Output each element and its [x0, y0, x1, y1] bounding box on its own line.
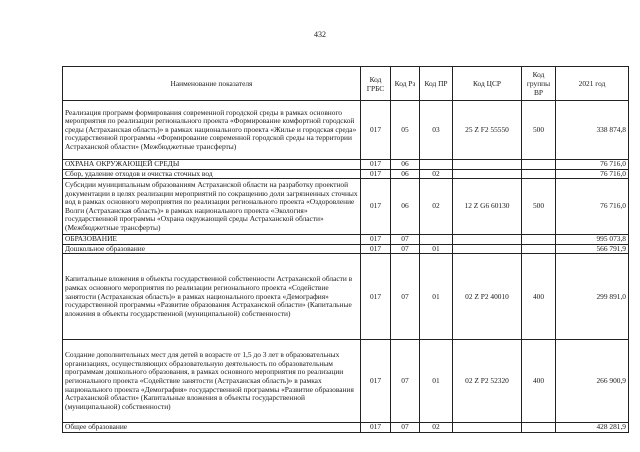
table-row: [63, 423, 629, 433]
table-row: [63, 340, 629, 423]
table-row: [63, 244, 629, 254]
row-grbs: 017: [361, 244, 391, 254]
row-pr: [420, 160, 453, 170]
table-header-row: [63, 67, 629, 101]
row-pr: 02: [420, 179, 453, 235]
row-csr: 12 Z G6 60130: [453, 179, 522, 235]
row-vr: [522, 423, 556, 433]
row-amount: 76 716,0: [556, 160, 629, 170]
row-vr: 400: [522, 254, 556, 340]
table-row: [63, 169, 629, 179]
row-name: Общее образование: [63, 423, 361, 433]
row-name: ОБРАЗОВАНИЕ: [63, 235, 361, 245]
row-rz: 07: [391, 254, 420, 340]
row-rz: 05: [391, 101, 420, 160]
row-csr: [453, 244, 522, 254]
header-vr: Код группы ВР: [522, 67, 556, 101]
row-pr: 01: [420, 244, 453, 254]
row-csr: [453, 423, 522, 433]
budget-table: [62, 66, 629, 433]
row-amount: 995 073,8: [556, 235, 629, 245]
row-name: Дошкольное образование: [63, 244, 361, 254]
row-rz: 07: [391, 235, 420, 245]
row-name: Реализация программ формирования современной городской среды в рамках основного мероприятия по реализации регионального проекта «Формирование комфортной городской среды (Астраханская область)» в рамках национального проекта «Жилье и городская среда» государственной программы «Формирование современной городской среды на территории Астраханской области» (Межбюджетные трансферты): [63, 101, 361, 160]
header-csr: Код ЦСР: [453, 67, 522, 101]
table-row: [63, 254, 629, 340]
row-amount: 428 281,9: [556, 423, 629, 433]
row-pr: 02: [420, 423, 453, 433]
row-rz: 06: [391, 179, 420, 235]
row-rz: 07: [391, 340, 420, 423]
row-csr: [453, 235, 522, 245]
table-row: [63, 101, 629, 160]
row-name: Субсидии муниципальным образованиям Астраханской области на разработку проектной документации в целях реализации мероприятий по сокращению доли загрязненных сточных вод в рамках основного мероприятия по реализации регионального проекта «Оздоровление Волги (Астраханская область)» в рамках национального проекта «Экология» государственной программы «Охрана окружающей среды Астраханской области» (Межбюджетные трансферты): [63, 179, 361, 235]
row-csr: [453, 169, 522, 179]
header-name: Наименование показателя: [63, 67, 361, 101]
row-amount: 76 716,0: [556, 179, 629, 235]
row-rz: 06: [391, 169, 420, 179]
header-year: 2021 год: [556, 67, 629, 101]
row-vr: 500: [522, 179, 556, 235]
header-rz: Код Рз: [391, 67, 420, 101]
row-rz: 07: [391, 423, 420, 433]
row-rz: 06: [391, 160, 420, 170]
row-grbs: 017: [361, 340, 391, 423]
table-row: [63, 160, 629, 170]
header-pr: Код ПР: [420, 67, 453, 101]
row-csr: [453, 160, 522, 170]
row-vr: [522, 160, 556, 170]
row-amount: 76 716,0: [556, 169, 629, 179]
row-vr: 500: [522, 101, 556, 160]
row-pr: 02: [420, 169, 453, 179]
row-grbs: 017: [361, 179, 391, 235]
row-grbs: 017: [361, 254, 391, 340]
table-row: [63, 179, 629, 235]
row-name: Сбор, удаление отходов и очистка сточных вод: [63, 169, 361, 179]
row-name: Создание дополнительных мест для детей в возрасте от 1,5 до 3 лет в образовательных организациях, осуществляющих образовательную деятельность по образовательным программам дошкольного образования, в рамках основного мероприятия по реализации регионального проекта «Содействие занятости (Астраханская область)» в рамках национального проекта «Демография» государственной программы «Развитие образования Астраханской области» (Капитальные вложения в объекты государственной (муниципальной) собственности): [63, 340, 361, 423]
row-grbs: 017: [361, 160, 391, 170]
row-csr: 25 Z F2 55550: [453, 101, 522, 160]
row-rz: 07: [391, 244, 420, 254]
row-pr: [420, 235, 453, 245]
row-amount: 566 791,9: [556, 244, 629, 254]
header-grbs: Код ГРБС: [361, 67, 391, 101]
row-grbs: 017: [361, 235, 391, 245]
row-vr: [522, 235, 556, 245]
row-name: Капитальные вложения в объекты государственной собственности Астраханской области в рамках основного мероприятия по реализации регионального проекта «Содействие занятости (Астраханская область)» в рамках национального проекта «Демография» государственной программы «Развитие образования Астраханской области» (Капитальные вложения в объекты государственной (муниципальной) собственности): [63, 254, 361, 340]
row-amount: 266 900,9: [556, 340, 629, 423]
page-number: 432: [314, 30, 326, 39]
row-pr: 03: [420, 101, 453, 160]
row-vr: [522, 244, 556, 254]
row-csr: 02 Z P2 40010: [453, 254, 522, 340]
table-row: [63, 235, 629, 245]
row-csr: 02 Z P2 52320: [453, 340, 522, 423]
row-name: ОХРАНА ОКРУЖАЮЩЕЙ СРЕДЫ: [63, 160, 361, 170]
row-amount: 299 891,0: [556, 254, 629, 340]
row-pr: 01: [420, 254, 453, 340]
row-vr: [522, 169, 556, 179]
row-amount: 338 874,8: [556, 101, 629, 160]
row-grbs: 017: [361, 101, 391, 160]
row-grbs: 017: [361, 169, 391, 179]
row-pr: 01: [420, 340, 453, 423]
row-vr: 400: [522, 340, 556, 423]
row-grbs: 017: [361, 423, 391, 433]
